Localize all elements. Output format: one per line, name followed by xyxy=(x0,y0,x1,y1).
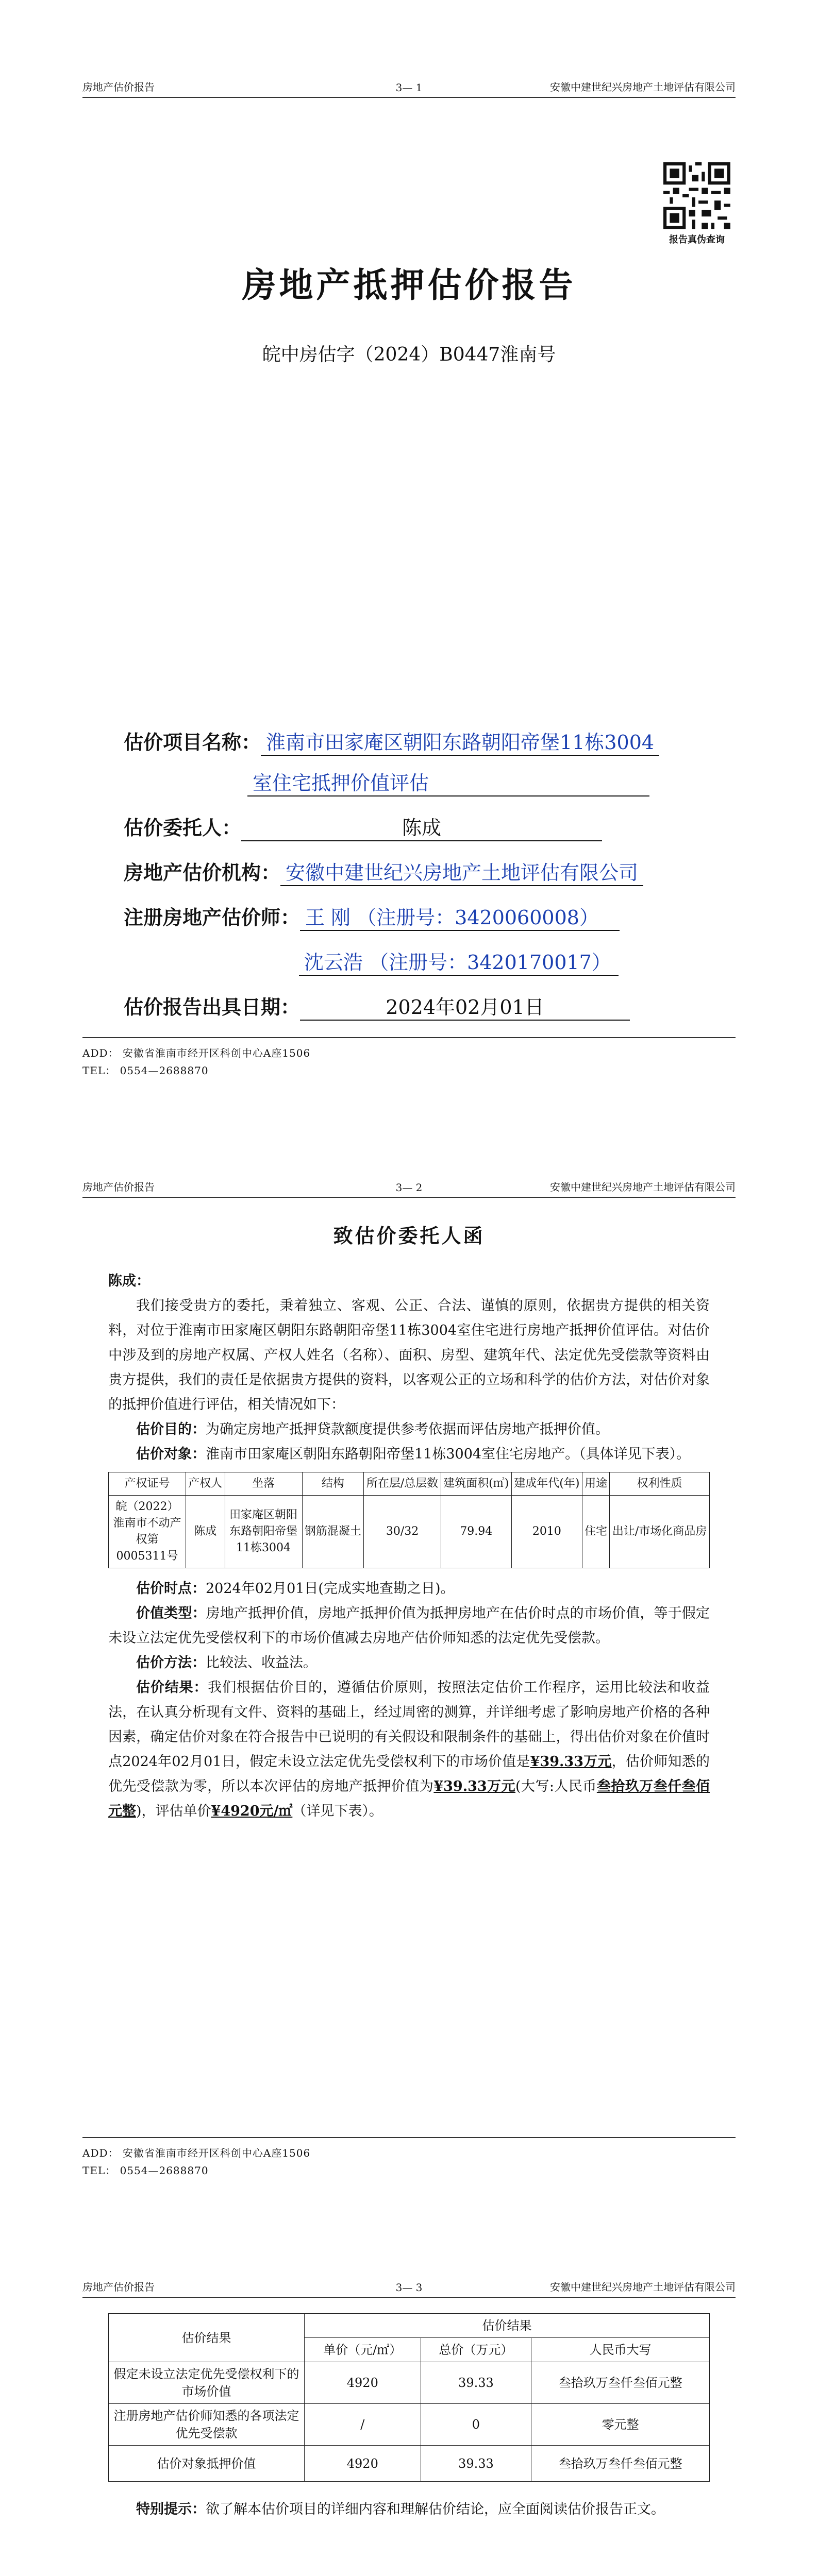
table-header-row xyxy=(109,1472,710,1496)
row-unit: 4920 xyxy=(305,2362,421,2404)
footer-address: ADD： 安徽省淮南市经开区科创中心A座1506 xyxy=(82,1047,311,1059)
table-row xyxy=(109,2362,710,2404)
row-upper: 零元整 xyxy=(531,2404,710,2446)
client-label: 估价委托人： xyxy=(124,816,242,839)
footer-tel: TEL： 0554—2688870 xyxy=(82,2164,209,2177)
letter-para1: 我们接受贵方的委托，秉着独立、客观、公正、合法、谨慎的原则，依据贵方提供的相关资料，对位于淮南市田家庵区朝阳东路朝阳帝堡11栋3004室住宅进行房地产抵押价值评估。对估价中涉及到的房地产权属、产权人姓名（名称）、面积、房型、建筑年代、法定优先受偿款等资料由贵方提供，我们的责任是依据贵方提供的资料，以客观公正的立场和科学的估价方法，对估价对象的抵押价值进行评估，相关情况如下： xyxy=(108,1298,710,1413)
results-body xyxy=(108,2313,710,2522)
appraiser-2: 沈云浩 （注册号：3420170017） xyxy=(299,946,619,976)
object-text: 淮南市田家庵区朝阳东路朝阳帝堡11栋3004室住宅房地产。（具体详见下表）。 xyxy=(206,1446,691,1462)
page-number: 3— 3 xyxy=(395,2281,423,2294)
method-text: 比较法、收益法。 xyxy=(206,1655,317,1671)
agency-row xyxy=(124,857,715,886)
footer-tel: TEL： 0554—2688870 xyxy=(82,1064,209,1077)
header-right: 安徽中建世纪兴房地产土地评估有限公司 xyxy=(550,1181,736,1193)
td-right: 出让/市场化商品房 xyxy=(610,1496,710,1568)
th-cert: 产权证号 xyxy=(109,1472,186,1496)
row-upper: 叁拾玖万叁仟叁佰元整 xyxy=(531,2446,710,2482)
salutation: 陈成： xyxy=(108,1273,150,1289)
table-row xyxy=(109,1496,710,1568)
row-item: 注册房地产估价师知悉的各项法定优先受偿款 xyxy=(109,2404,305,2446)
header-right: 安徽中建世纪兴房地产土地评估有限公司 xyxy=(550,81,736,93)
page-results xyxy=(0,2200,818,2576)
td-owner: 陈成 xyxy=(186,1496,225,1568)
td-area: 79.94 xyxy=(441,1496,511,1568)
header-left: 房地产估价报告 xyxy=(82,2281,155,2293)
row-upper: 叁拾玖万叁仟叁佰元整 xyxy=(531,2362,710,2404)
row-total: 0 xyxy=(421,2404,531,2446)
purpose-label: 估价目的： xyxy=(136,1421,206,1437)
running-footer xyxy=(82,1037,736,1079)
page-letter xyxy=(0,1100,818,2200)
result-unit-price: ¥4920元/㎡ xyxy=(211,1803,293,1819)
th-owner: 产权人 xyxy=(186,1472,225,1496)
running-header xyxy=(82,1177,736,1198)
result-upper: 叁拾玖万叁仟叁佰元整 xyxy=(108,1778,710,1819)
result-text-2: ，估价师知悉的优先受偿款为零，所以本次评估的房地产抵押价值为 xyxy=(108,1754,710,1794)
result-text-1: 我们根据估价目的，遵循估价原则，按照法定估价工作程序，运用比较法和收益法，在认真分析现有文件、资料的基础上，经过周密的测算，并详细考虑了影响房地产价格的各种因素，确定估价对象在符合报告中已说明的有关假设和限制条件的基础上，得出估价对象在价值时点2024年02月01日，假定未设立法定优先受偿权利下的市场价值是 xyxy=(108,1680,710,1770)
notice-text: 欲了解本估价项目的详细内容和理解估价结论，应全面阅读估价报告正文。 xyxy=(206,2501,665,2517)
header-left: 房地产估价报告 xyxy=(82,1181,155,1193)
th-total: 总价（万元） xyxy=(421,2338,531,2362)
agency-label: 房地产估价机构： xyxy=(124,861,281,884)
row-item: 估价对象抵押价值 xyxy=(109,2446,305,2482)
td-structure: 钢筋混凝土 xyxy=(302,1496,364,1568)
results-header-row xyxy=(109,2314,710,2338)
time-text: 2024年02月01日(完成实地查勘之日)。 xyxy=(206,1581,455,1597)
th-right: 权利性质 xyxy=(610,1472,710,1496)
object-label: 估价对象： xyxy=(136,1446,206,1462)
appraiser-1: 王 刚 （注册号：3420060008） xyxy=(300,902,620,931)
type-text: 房地产抵押价值，房地产抵押价值为抵押房地产在估价时点的市场价值，等于假定未设立法定优先受偿权利下的市场价值减去房地产估价师知悉的法定优先受偿款。 xyxy=(108,1605,710,1646)
footer-address: ADD： 安徽省淮南市经开区科创中心A座1506 xyxy=(82,2147,311,2159)
project-value-cont: 室住宅抵押价值评估 xyxy=(247,767,649,796)
date-label: 估价报告出具日期： xyxy=(124,995,301,1019)
td-year: 2010 xyxy=(511,1496,582,1568)
row-unit: 4920 xyxy=(305,2446,421,2482)
page-number: 3— 1 xyxy=(395,81,423,94)
row-total: 39.33 xyxy=(421,2362,531,2404)
th-year: 建成年代(年) xyxy=(511,1472,582,1496)
td-floor: 30/32 xyxy=(364,1496,441,1568)
letter-title: 致估价委托人函 xyxy=(333,1224,485,1247)
th-structure: 结构 xyxy=(302,1472,364,1496)
project-value: 淮南市田家庵区朝阳东路朝阳帝堡11栋3004 xyxy=(261,726,659,756)
project-row xyxy=(124,726,715,756)
letter-body xyxy=(108,1213,710,1824)
th-floor: 所在层/总层数 xyxy=(364,1472,441,1496)
qr-code-icon[interactable] xyxy=(663,162,730,229)
td-use: 住宅 xyxy=(582,1496,609,1568)
method-label: 估价方法： xyxy=(136,1655,206,1671)
result-tail: （详见下表）。 xyxy=(292,1803,383,1819)
td-cert: 皖（2022）淮南市不动产权第0005311号 xyxy=(109,1496,186,1568)
table-row xyxy=(109,2404,710,2446)
running-header xyxy=(82,2277,736,2298)
row-item: 假定未设立法定优先受偿权利下的市场价值 xyxy=(109,2362,305,2404)
th-unit: 单价（元/㎡） xyxy=(305,2338,421,2362)
row-total: 39.33 xyxy=(421,2446,531,2482)
page-number: 3— 2 xyxy=(395,1181,423,1194)
qr-block[interactable] xyxy=(658,162,736,246)
appraiser-label: 注册房地产估价师： xyxy=(124,906,301,929)
result-value-2: ¥39.33万元 xyxy=(433,1778,516,1794)
row-unit: / xyxy=(305,2404,421,2446)
appraiser-row-2 xyxy=(299,946,715,976)
th-location: 坐落 xyxy=(225,1472,302,1496)
header-right: 安徽中建世纪兴房地产土地评估有限公司 xyxy=(550,2281,736,2293)
property-table xyxy=(108,1472,710,1568)
th-use: 用途 xyxy=(582,1472,609,1496)
date-row xyxy=(124,991,715,1021)
page-cover xyxy=(0,0,818,1100)
date-value: 2024年02月01日 xyxy=(300,991,630,1021)
td-location: 田家庵区朝阳东路朝阳帝堡11栋3004 xyxy=(225,1496,302,1568)
th-group: 估价结果 xyxy=(305,2314,710,2338)
appraiser-row xyxy=(124,902,715,931)
header-left: 房地产估价报告 xyxy=(82,81,155,93)
th-area: 建筑面积(㎡) xyxy=(441,1472,511,1496)
result-upper-suffix: )，评估单价 xyxy=(136,1803,211,1819)
running-header xyxy=(82,77,736,98)
client-value: 陈成 xyxy=(241,812,602,841)
results-table xyxy=(108,2313,710,2482)
qr-caption: 报告真伪查询 xyxy=(669,234,725,245)
report-number: 皖中房估字（2024）B0447淮南号 xyxy=(262,344,556,365)
cover-fields xyxy=(124,726,715,1036)
th-upper: 人民币大写 xyxy=(531,2338,710,2362)
running-footer xyxy=(82,2137,736,2179)
result-label: 估价结果： xyxy=(136,1680,208,1696)
notice-label: 特别提示： xyxy=(136,2501,206,2517)
purpose-text: 为确定房地产抵押贷款额度提供参考依据而评估房地产抵押价值。 xyxy=(206,1421,609,1437)
table-row xyxy=(109,2446,710,2482)
type-label: 价值类型： xyxy=(136,1605,206,1621)
agency-value: 安徽中建世纪兴房地产土地评估有限公司 xyxy=(280,857,643,886)
result-value: ¥39.33万元 xyxy=(530,1754,612,1770)
project-label: 估价项目名称： xyxy=(124,731,261,754)
report-title: 房地产抵押估价报告 xyxy=(242,265,576,305)
result-upper-prefix: (大写:人民币 xyxy=(515,1778,597,1794)
client-row xyxy=(124,812,715,841)
time-label: 估价时点： xyxy=(136,1581,206,1597)
th-item: 估价结果 xyxy=(109,2314,305,2362)
